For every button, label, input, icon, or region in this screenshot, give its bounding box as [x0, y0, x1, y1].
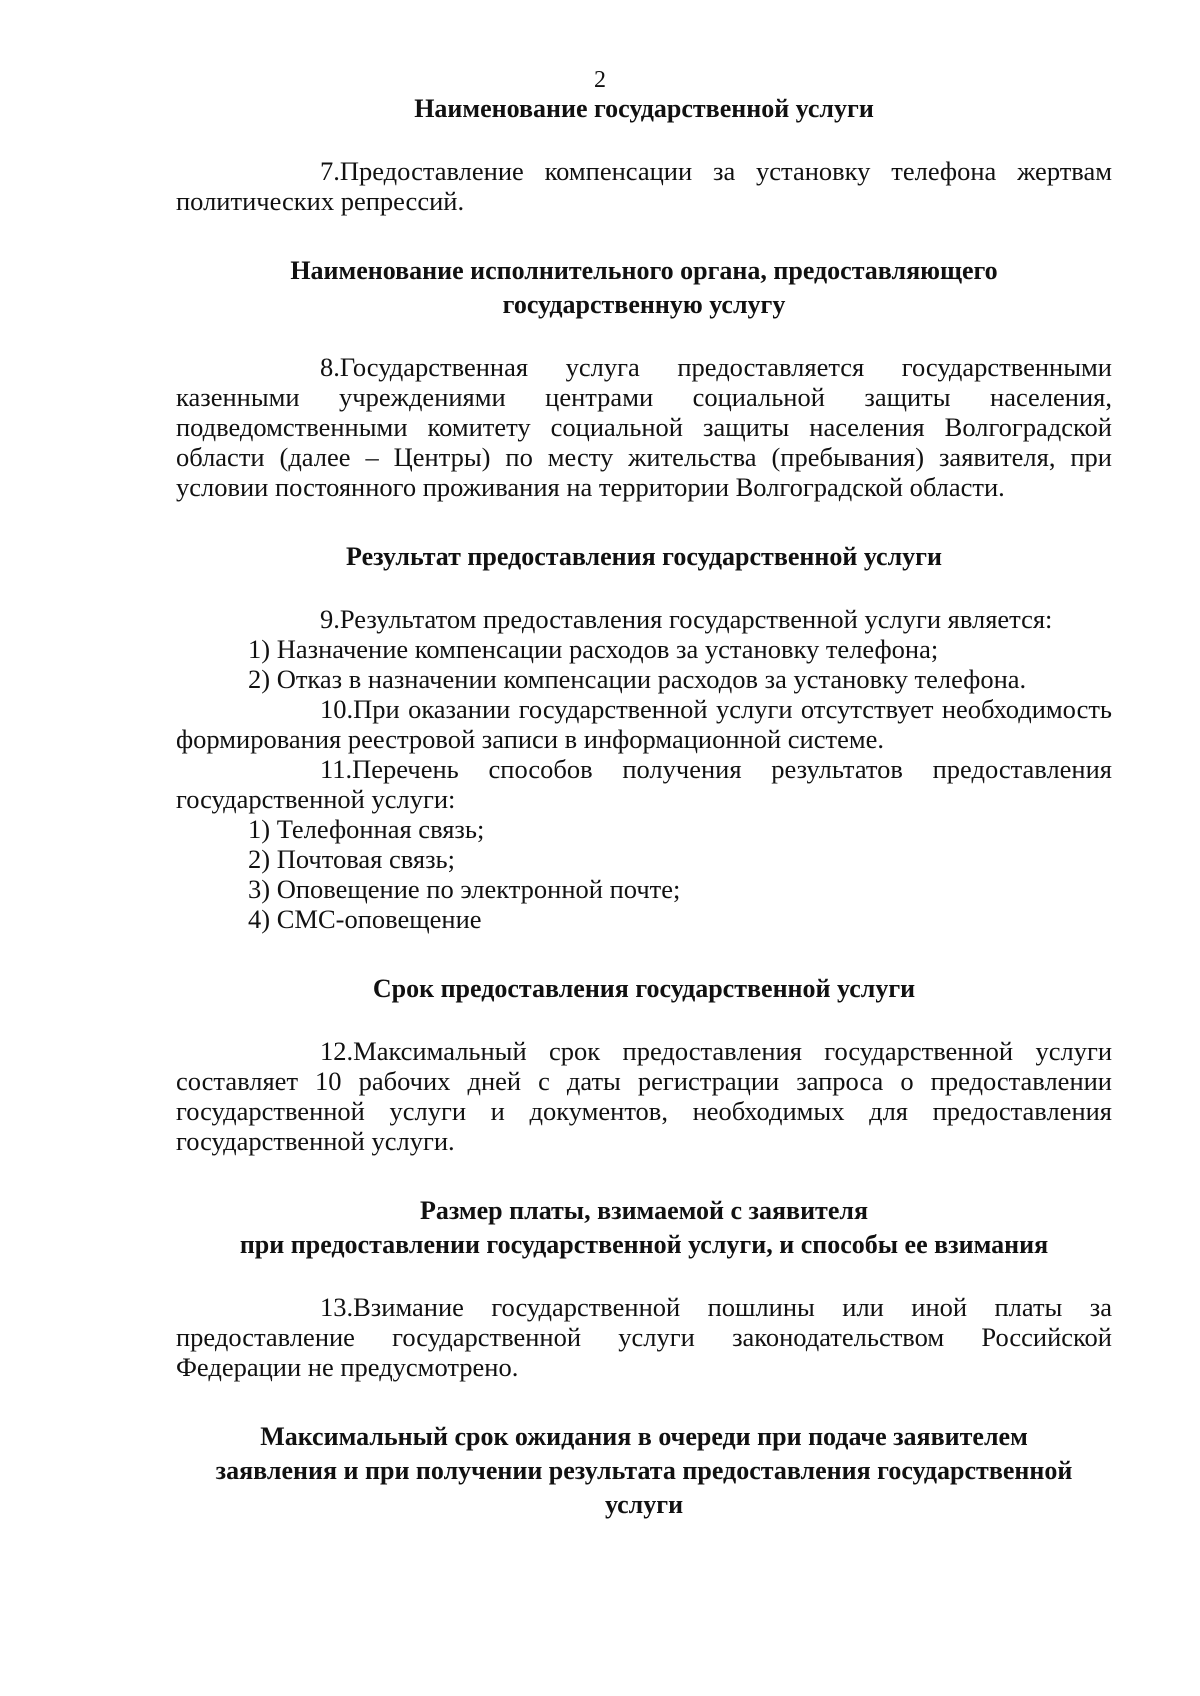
heading-line: Наименование исполнительного органа, предоставляющего: [290, 256, 998, 285]
paragraph-13: [176, 1292, 1112, 1382]
paragraph-7: [176, 156, 1112, 216]
section-heading-term: [176, 972, 1112, 1006]
paragraph-text: Перечень способов получения результатов предоставления государственной услуги:: [176, 754, 1112, 814]
heading-line: Наименование государственной услуги: [414, 94, 874, 123]
list-item: 1) Телефонная связь;: [248, 814, 485, 844]
document-body: [176, 92, 1112, 1522]
page-number: 2: [594, 67, 606, 93]
heading-line: заявления и при получении результата предоставления государственной: [215, 1456, 1073, 1485]
paragraph-number: 12.: [320, 1036, 354, 1066]
paragraph-text: Взимание государственной пошлины или иной платы за предоставление государственной услуги законодательством Российской Федерации не предусмотрено.: [176, 1292, 1112, 1382]
paragraph-12: [176, 1036, 1112, 1156]
paragraph-number: 9.: [320, 604, 340, 634]
paragraph-text: Максимальный срок предоставления государственной услуги составляет 10 рабочих дней с даты регистрации запроса о предоставлении государственной услуги и документов, необходимых для предоставления государственной услуги.: [176, 1036, 1112, 1156]
paragraph-number: 8.: [320, 352, 340, 382]
section-heading-result: [176, 540, 1112, 574]
paragraph-number: 11.: [320, 754, 353, 784]
paragraph-text: Предоставление компенсации за установку телефона жертвам политических репрессий.: [176, 156, 1112, 216]
section-heading-queue: [176, 1420, 1112, 1522]
heading-line: Максимальный срок ожидания в очереди при подаче заявителем: [260, 1422, 1028, 1451]
paragraph-9: [176, 604, 1112, 634]
paragraph-10: [176, 694, 1112, 754]
paragraph-11: [176, 754, 1112, 814]
heading-line: Срок предоставления государственной услуги: [372, 974, 916, 1003]
heading-line: Размер платы, взимаемой с заявителя: [419, 1196, 869, 1225]
paragraph-number: 7.: [320, 156, 340, 186]
list-item: 1) Назначение компенсации расходов за установку телефона;: [248, 634, 939, 664]
list-item: 4) СМС-оповещение: [248, 904, 482, 934]
heading-line: государственную услугу: [502, 290, 786, 319]
section-heading-executive-body: [176, 254, 1112, 322]
section-heading-service-name: [176, 92, 1112, 126]
paragraph-number: 13.: [320, 1292, 354, 1322]
paragraph-text: Государственная услуга предоставляется государственными казенными учреждениями центрами социальной защиты населения, подведомственными комитету социальной защиты населения Волгоградской области (далее – Центры) по месту жительства (пребывания) заявителя, при условии постоянного проживания на территории Волгоградской области.: [176, 352, 1112, 502]
section-heading-fee: [176, 1194, 1112, 1262]
paragraph-text: При оказании государственной услуги отсутствует необходимость формирования реестровой записи в информационной системе.: [176, 694, 1112, 754]
list-item: 3) Оповещение по электронной почте;: [248, 874, 681, 904]
list-item: 2) Отказ в назначении компенсации расходов за установку телефона.: [248, 664, 1027, 694]
paragraph-number: 10.: [320, 694, 354, 724]
heading-line: при предоставлении государственной услуги, и способы ее взимания: [239, 1230, 1049, 1259]
paragraph-8: [176, 352, 1112, 502]
list-item: 2) Почтовая связь;: [248, 844, 455, 874]
paragraph-text: Результатом предоставления государственной услуги является:: [339, 604, 1053, 634]
heading-line: Результат предоставления государственной услуги: [346, 542, 942, 571]
heading-line: услуги: [604, 1490, 684, 1519]
